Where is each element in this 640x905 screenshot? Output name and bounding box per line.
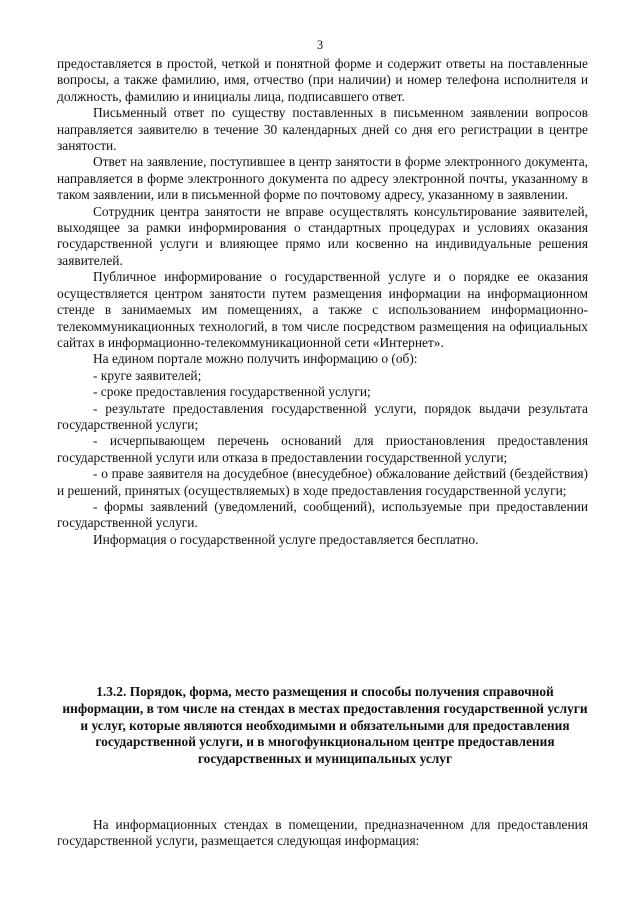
list-item: - результате предоставления государственной услуги, порядок выдачи результата государственной услуги; bbox=[57, 400, 588, 432]
paragraph: Ответ на заявление, поступившее в центр занятости в форме электронного документа, направляется в форме электронного документа по адресу электронной почты, указанному в таком заявлении, или в письменной форме по почтовому адресу, указанному в заявлении. bbox=[57, 154, 588, 203]
paragraph: предоставляется в простой, четкой и понятной форме и содержит ответы на поставленные вопросы, а также фамилию, имя, отчество (при наличии) и номер телефона исполнителя и должность, фамилию и инициалы лица, подписавшего ответ. bbox=[57, 56, 588, 104]
page-number: 3 bbox=[316, 38, 324, 52]
list-item: - сроке предоставления государственной услуги; bbox=[93, 384, 371, 400]
section-heading: 1.3.2. Порядок, форма, место размещения и способы получения справочной информации, в том числе на стендах в местах предоставления государственной услуги и услуг, которые являются необходимыми и обязательными для предоставления государственной услуги, и в многофункциональном центре предоставления государственных и муниципальных услуг bbox=[62, 684, 588, 767]
paragraph: На едином портале можно получить информацию о (об): bbox=[93, 351, 418, 367]
paragraph: Письменный ответ по существу поставленных в письменном заявлении вопросов направляется заявителю в течение 30 календарных дней со дня его регистрации в центре занятости. bbox=[57, 105, 588, 154]
paragraph: Сотрудник центра занятости не вправе осуществлять консультирование заявителей, выходящее за рамки информирования о стандартных процедурах и условиях оказания государственной услуги и влияющее прямо или косвенно на индивидуальные решения заявителей. bbox=[57, 203, 588, 268]
list-item: - формы заявлений (уведомлений, сообщений), используемые при предоставлении государственной услуги. bbox=[57, 498, 588, 531]
list-item: - о праве заявителя на досудебное (внесудебное) обжалование действий (бездействия) и решений, принятых (осуществляемых) в ходе предоставления государственной услуги; bbox=[57, 466, 588, 498]
paragraph: Публичное информирование о государственной услуге и о порядке ее оказания осуществляется центром занятости путем размещения информации на информационном стенде в занимаемых им помещениях, а также с использованием информационно-телекоммуникационных технологий, в том числе посредством размещения на официальных сайтах в информационно-телекоммуникационной сети «Интернет». bbox=[57, 269, 588, 350]
list-item: - круге заявителей; bbox=[93, 367, 202, 383]
body-text bbox=[57, 56, 588, 548]
list-item: - исчерпывающем перечень оснований для приостановления предоставления государственной услуги или отказа в предоставлении государственной услуги; bbox=[57, 433, 588, 465]
paragraph: На информационных стендах в помещении, предназначенном для предоставления государственной услуги, размещается следующая информация: bbox=[57, 817, 588, 849]
paragraph: Информация о государственной услуге предоставляется бесплатно. bbox=[93, 531, 479, 547]
closing-block bbox=[57, 817, 588, 850]
